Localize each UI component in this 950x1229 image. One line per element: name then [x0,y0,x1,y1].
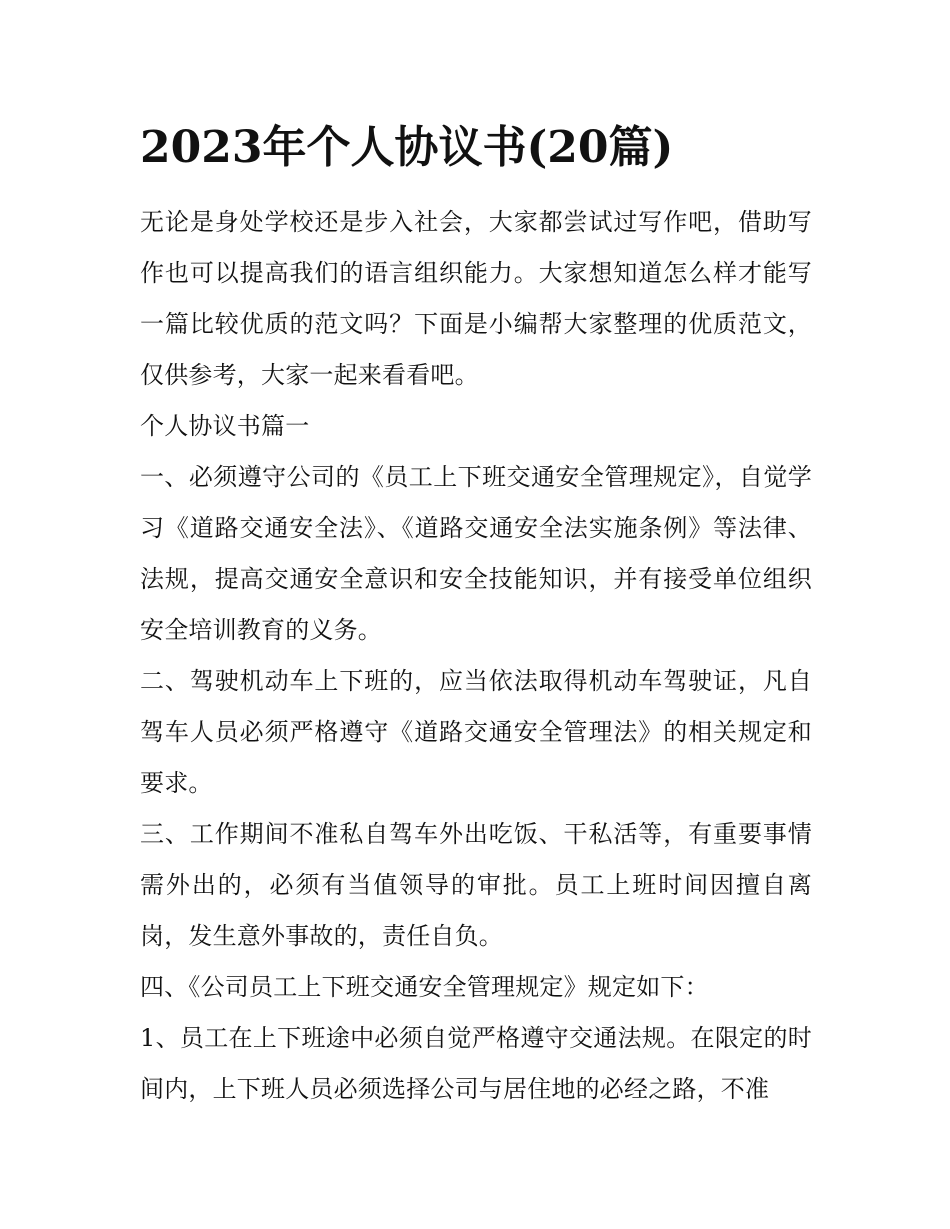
intro-paragraph: 无论是身处学校还是步入社会，大家都尝试过写作吧，借助写作也可以提高我们的语言组织能力。大家想知道怎么样才能写一篇比较优质的范文吗？下面是小编帮大家整理的优质范文，仅供参考，大家一起来看看吧。 [140,208,812,389]
clause-paragraph-4: 四、《公司员工上下班交通安全管理规定》规定如下： [140,973,709,1001]
clause-paragraph-1: 一、必须遵守公司的《员工上下班交通安全管理规定》，自觉学习《道路交通安全法》、《道路交通安全法实施条例》等法律、法规，提高交通安全意识和安全技能知识，并有接受单位组织安全培训教育的义务。 [140,463,812,644]
document-title: 2023年个人协议书(20篇) [140,122,674,173]
rule-paragraph-1: 1、员工在上下班途中必须自觉严格遵守交通法规。在限定的时间内，上下班人员必须选择公司与居住地的必经之路，不准 [140,1024,812,1103]
clause-paragraph-3: 三、工作期间不准私自驾车外出吃饭、干私活等，有重要事情需外出的，必须有当值领导的审批。员工上班时间因擅自离岗，发生意外事故的，责任自负。 [140,820,812,950]
clause-paragraph-2: 二、驾驶机动车上下班的，应当依法取得机动车驾驶证，凡自驾车人员必须严格遵守《道路交通安全管理法》的相关规定和要求。 [140,667,812,797]
document-body [140,197,812,1115]
section-heading: 个人协议书篇一 [140,412,310,440]
